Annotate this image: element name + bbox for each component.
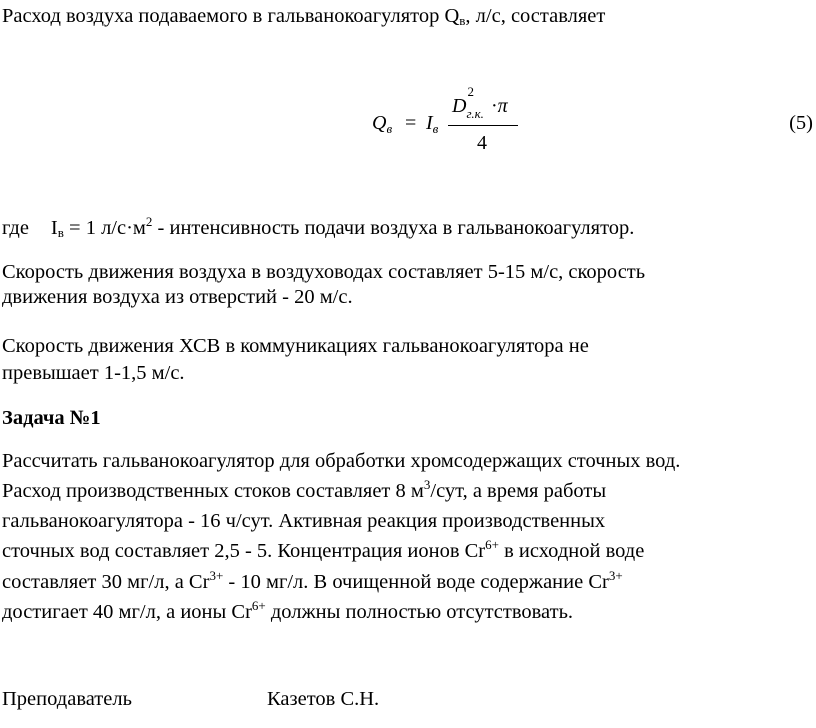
task-line3: гальванокоагулятора - 16 ч/сут. Активная реакция производственных <box>2 510 606 532</box>
task-line6: достигает 40 мг/л, а ионы $Cr^{6+}$ должны полностью отсутствовать. <box>2 598 574 623</box>
footer-role: Преподаватель <box>2 688 132 710</box>
where-line: где $I_в = 1$ $л/с\cdot м^2$ - интенсивность подачи воздуха в гальванокоагулятор. <box>2 214 635 240</box>
formula-coef: $I_в$ <box>426 112 439 136</box>
para1-line2: движения воздуха из отверстий - 20 м/с. <box>2 286 353 308</box>
para1-line1: Скорость движения воздуха в воздуховодах составляет 5-15 м/с, скорость <box>2 261 646 283</box>
formula-lhs: $Q_в$ <box>372 112 393 136</box>
formula-equals: = <box>405 112 417 134</box>
task-line2: Расход производственных стоков составляет 8 $м^3$/сут, а время работы <box>2 477 607 502</box>
intro-line: Расход воздуха подаваемого в гальванокоагулятор $Q_в$, л/с, составляет <box>2 5 606 28</box>
footer-name: Казетов С.Н. <box>267 688 380 710</box>
task-title: Задача №1 <box>2 407 101 429</box>
equation-number: (5) <box>789 112 813 134</box>
task-line1: Рассчитать гальванокоагулятор для обработки хромсодержащих сточных вод. <box>2 450 681 472</box>
formula-numerator: D 2 $_{г.к.}$ ·π <box>452 84 508 121</box>
task-line5: составляет 30 мг/л, а $Cr^{3+} - 10$ мг/л. В очищенной воде содержание $Cr^{3+}$ <box>2 568 623 593</box>
task-line4: сточных вод составляет 2,5 - 5. Концентрация ионов $Cr^{6+}$ в исходной воде <box>2 537 645 562</box>
para2-line1: Скорость движения ХСВ в коммуникациях гальванокоагулятора не <box>2 335 589 357</box>
formula-denominator: 4 <box>477 132 487 154</box>
fraction-bar <box>448 125 518 126</box>
para2-line2: превышает 1-1,5 м/с. <box>2 362 185 384</box>
